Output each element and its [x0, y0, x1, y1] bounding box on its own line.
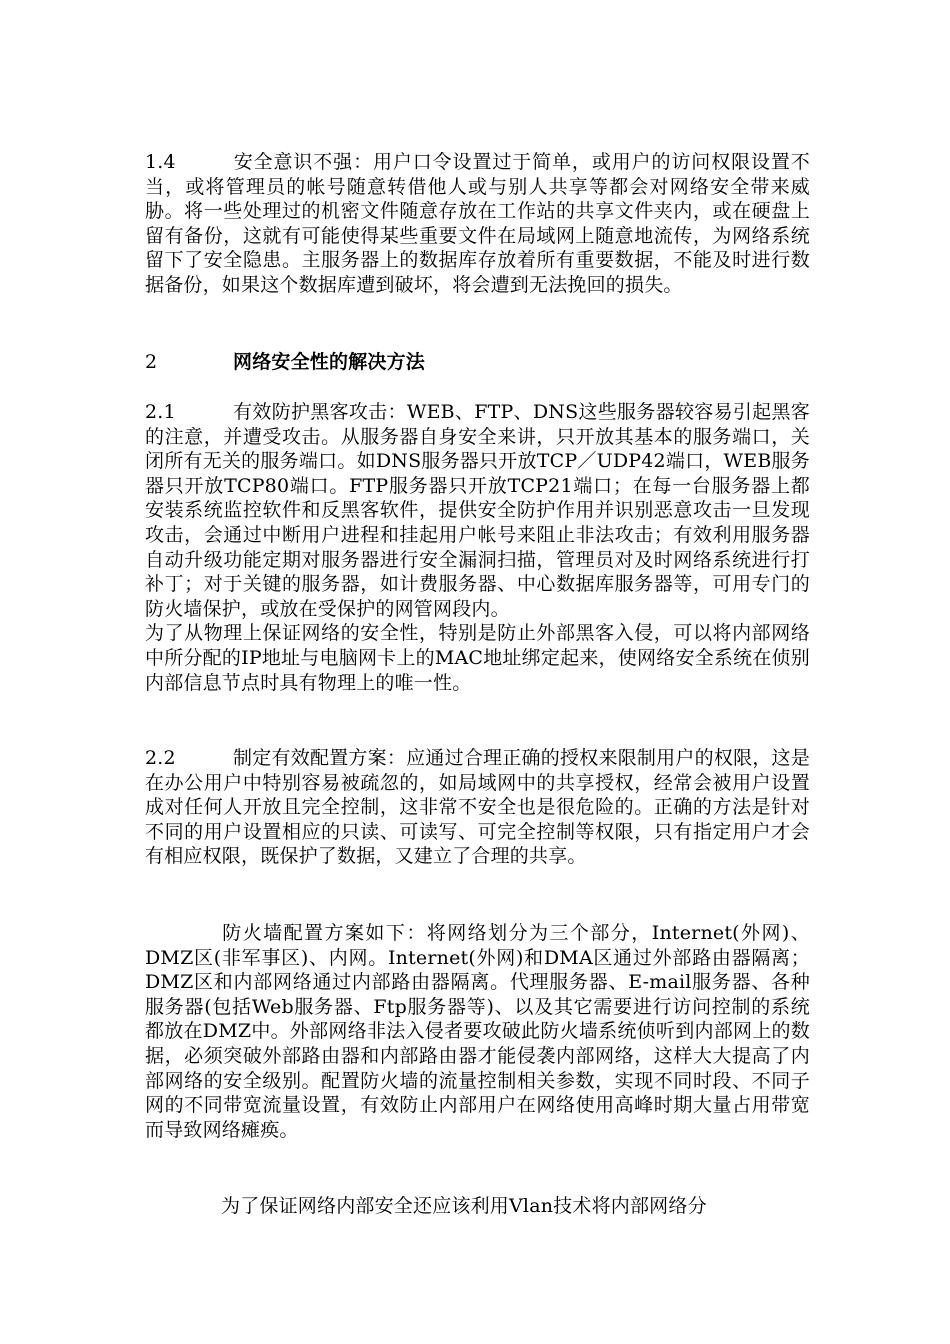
section-body: 制定有效配置方案：应通过合理正确的授权来限制用户的权限，这是在办公用户中特别容易被疏忽的，如局域网中的共享授权，经常会被用户设置成对任何人开放且完全控制，这非常不安全也是很危险的。正确的方法是针对不同的用户设置相应的只读、可读写、可完全控制等权限，只有指定用户才会有相应权限，既保护了数据，又建立了合理的共享。 — [145, 747, 810, 868]
heading-title: 网络安全性的解决方法 — [233, 351, 426, 373]
section-heading-2 — [145, 350, 810, 375]
paragraph-body: 为了保证网络内部安全还应该利用Vlan技术将内部网络分 — [221, 1195, 707, 1217]
heading-number: 2 — [145, 351, 158, 373]
section-2-2 — [145, 746, 810, 869]
firewall-paragraph — [145, 921, 810, 1142]
section-2-1 — [145, 400, 810, 695]
paragraph-body: 防火墙配置方案如下：将网络划分为三个部分，Internet(外网)、DMZ区(非军事区)、内网。Internet(外网)和DMA区通过外部路由器隔离；DMZ区和内部网络通过内部路由器隔离。代理服务器、E-mail服务器、各种服务器(包括Web服务器、Ftp服务器等)、以及其它需要进行访问控制的系统都放在DMZ中。外部网络非法入侵者要攻破此防火墙系统侦听到内部网上的数据，必须突破外部路由器和内部路由器才能侵袭内部网络，这样大大提高了内部网络的安全级别。配置防火墙的流量控制相关参数，实现不同时段、不同子网的不同带宽流量设置，有效防止内部用户在网络使用高峰时期大量占用带宽而导致网络瘫痪。 — [145, 922, 810, 1141]
section-number: 2.2 — [145, 747, 176, 769]
section-number: 1.4 — [145, 151, 176, 173]
section-1-4 — [145, 150, 810, 298]
section-body-continued: 为了从物理上保证网络的安全性，特别是防止外部黑客入侵，可以将内部网络中所分配的IP地址与电脑网卡上的MAC地址绑定起来，使网络安全系统在侦别内部信息节点时具有物理上的唯一性。 — [145, 622, 810, 694]
section-number: 2.1 — [145, 401, 176, 423]
section-body: 安全意识不强：用户口令设置过于简单，或用户的访问权限设置不当，或将管理员的帐号随意转借他人或与别人共享等都会对网络安全带来威胁。将一些处理过的机密文件随意存放在工作站的共享文件夹内，或在硬盘上留有备份，这就有可能使得某些重要文件在局域网上随意地流传，为网络系统留下了安全隐患。主服务器上的数据库存放着所有重要数据，不能及时进行数据备份，如果这个数据库遭到破坏，将会遭到无法挽回的损失。 — [145, 151, 810, 296]
section-body: 有效防护黑客攻击：WEB、FTP、DNS这些服务器较容易引起黑客的注意，并遭受攻击。从服务器自身安全来讲，只开放其基本的服务端口，关闭所有无关的服务端口。如DNS服务器只开放TCP／UDP42端口，WEB服务器只开放TCP80端口。FTP服务器只开放TCP21端口；在每一台服务器上都安装系统监控软件和反黑客软件，提供安全防护作用并识别恶意攻击一旦发现攻击，会通过中断用户进程和挂起用户帐号来阻止非法攻击；有效利用服务器自动升级功能定期对服务器进行安全漏洞扫描，管理员对及时网络系统进行打补丁；对于关键的服务器，如计费服务器、中心数据库服务器等，可用专门的防火墙保护，或放在受保护的网管网段内。 — [145, 401, 810, 620]
vlan-paragraph — [145, 1194, 810, 1219]
